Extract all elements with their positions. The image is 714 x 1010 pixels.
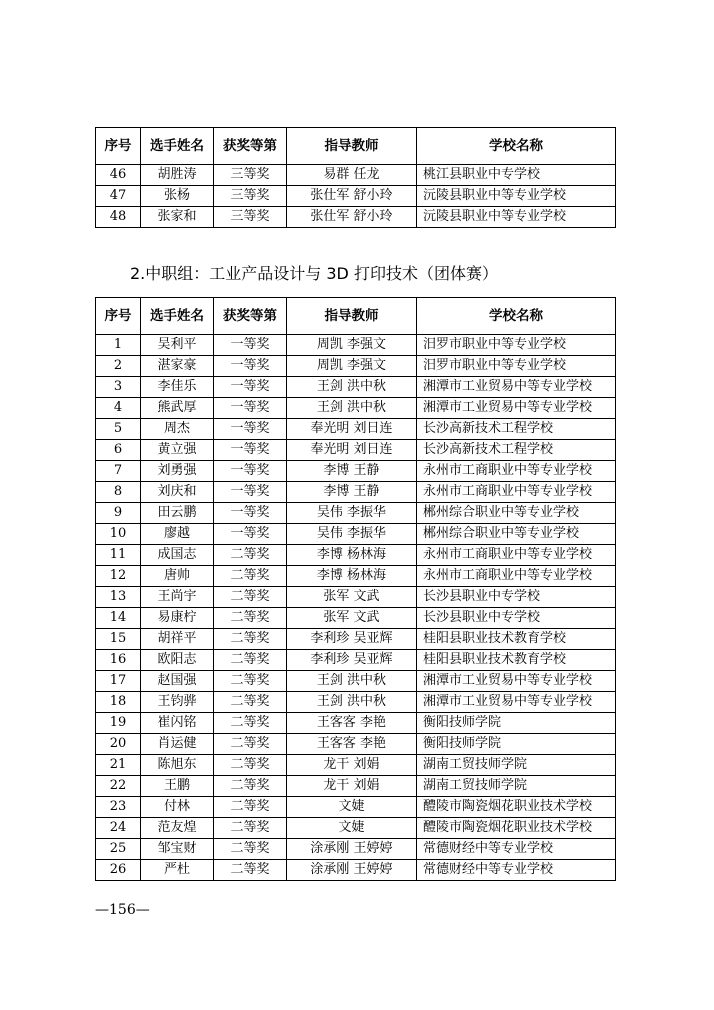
cell-name: 邹宝财 <box>141 839 214 860</box>
cell-name: 田云鹏 <box>141 503 214 524</box>
cell-award: 二等奖 <box>214 734 287 755</box>
cell-name: 严杜 <box>141 860 214 881</box>
cell-school: 郴州综合职业中等专业学校 <box>417 524 616 545</box>
cell-award: 二等奖 <box>214 692 287 713</box>
cell-school: 湘潭市工业贸易中等专业学校 <box>417 377 616 398</box>
table-row <box>96 755 616 776</box>
cell-index: 6 <box>96 440 141 461</box>
cell-school: 衡阳技师学院 <box>417 713 616 734</box>
cell-name: 刘勇强 <box>141 461 214 482</box>
cell-index: 19 <box>96 713 141 734</box>
cell-name: 湛家豪 <box>141 356 214 377</box>
cell-school: 常德财经中等专业学校 <box>417 839 616 860</box>
cell-index: 46 <box>96 165 141 186</box>
cell-school: 桂阳县职业技术教育学校 <box>417 629 616 650</box>
cell-award: 一等奖 <box>214 377 287 398</box>
cell-school: 永州市工商职业中等专业学校 <box>417 545 616 566</box>
table-header-row <box>96 298 616 335</box>
cell-school: 长沙高新技术工程学校 <box>417 419 616 440</box>
cell-school: 湖南工贸技师学院 <box>417 755 616 776</box>
cell-index: 13 <box>96 587 141 608</box>
cell-school: 桂阳县职业技术教育学校 <box>417 650 616 671</box>
cell-teacher: 王剑 洪中秋 <box>287 377 417 398</box>
cell-award: 二等奖 <box>214 650 287 671</box>
cell-award: 二等奖 <box>214 587 287 608</box>
table-row <box>96 671 616 692</box>
cell-name: 周杰 <box>141 419 214 440</box>
cell-teacher: 王剑 洪中秋 <box>287 692 417 713</box>
table-row <box>96 207 616 228</box>
awards-table-continued <box>95 127 616 228</box>
cell-award: 二等奖 <box>214 545 287 566</box>
cell-index: 24 <box>96 818 141 839</box>
table-row <box>96 797 616 818</box>
cell-name: 崔闪铭 <box>141 713 214 734</box>
cell-index: 20 <box>96 734 141 755</box>
cell-award: 三等奖 <box>214 186 287 207</box>
table-row <box>96 566 616 587</box>
cell-school: 醴陵市陶瓷烟花职业技术学校 <box>417 797 616 818</box>
cell-index: 14 <box>96 608 141 629</box>
cell-name: 王鹏 <box>141 776 214 797</box>
cell-teacher: 王客客 李艳 <box>287 713 417 734</box>
cell-name: 张杨 <box>141 186 214 207</box>
cell-school: 永州市工商职业中等专业学校 <box>417 482 616 503</box>
cell-name: 熊武厚 <box>141 398 214 419</box>
cell-index: 1 <box>96 335 141 356</box>
table-row <box>96 839 616 860</box>
cell-award: 二等奖 <box>214 818 287 839</box>
page-number: —156— <box>95 902 150 918</box>
table-row <box>96 629 616 650</box>
cell-award: 一等奖 <box>214 461 287 482</box>
cell-teacher: 周凯 李强文 <box>287 356 417 377</box>
cell-award: 二等奖 <box>214 776 287 797</box>
table1-body <box>96 165 616 228</box>
cell-index: 11 <box>96 545 141 566</box>
cell-teacher: 李博 王静 <box>287 461 417 482</box>
table-row <box>96 335 616 356</box>
cell-teacher: 李利珍 吴亚辉 <box>287 650 417 671</box>
cell-award: 一等奖 <box>214 482 287 503</box>
cell-school: 长沙高新技术工程学校 <box>417 440 616 461</box>
cell-school: 常德财经中等专业学校 <box>417 860 616 881</box>
cell-name: 王尚宇 <box>141 587 214 608</box>
cell-teacher: 张军 文武 <box>287 587 417 608</box>
cell-award: 二等奖 <box>214 797 287 818</box>
table-row <box>96 356 616 377</box>
cell-school: 长沙县职业中专学校 <box>417 608 616 629</box>
table-row <box>96 734 616 755</box>
cell-name: 赵国强 <box>141 671 214 692</box>
cell-award: 一等奖 <box>214 503 287 524</box>
cell-name: 李佳乐 <box>141 377 214 398</box>
cell-award: 三等奖 <box>214 207 287 228</box>
cell-index: 48 <box>96 207 141 228</box>
header-school: 学校名称 <box>417 128 616 165</box>
cell-name: 廖越 <box>141 524 214 545</box>
cell-index: 25 <box>96 839 141 860</box>
cell-name: 欧阳志 <box>141 650 214 671</box>
header-award: 获奖等第 <box>214 128 287 165</box>
table-row <box>96 524 616 545</box>
table-row <box>96 692 616 713</box>
cell-teacher: 王客客 李艳 <box>287 734 417 755</box>
cell-school: 沅陵县职业中等专业学校 <box>417 186 616 207</box>
cell-index: 23 <box>96 797 141 818</box>
cell-name: 付林 <box>141 797 214 818</box>
cell-name: 胡胜涛 <box>141 165 214 186</box>
cell-name: 陈旭东 <box>141 755 214 776</box>
awards-table-team <box>95 297 616 881</box>
cell-index: 47 <box>96 186 141 207</box>
section-heading: 2.中职组：工业产品设计与 3D 打印技术（团体赛） <box>130 264 498 283</box>
cell-teacher: 吴伟 李振华 <box>287 503 417 524</box>
header-name: 选手姓名 <box>141 298 214 335</box>
cell-teacher: 奉光明 刘日连 <box>287 440 417 461</box>
cell-school: 醴陵市陶瓷烟花职业技术学校 <box>417 818 616 839</box>
header-teacher: 指导教师 <box>287 298 417 335</box>
table-row <box>96 776 616 797</box>
header-index: 序号 <box>96 298 141 335</box>
table-row <box>96 503 616 524</box>
cell-award: 二等奖 <box>214 713 287 734</box>
cell-name: 肖运健 <box>141 734 214 755</box>
cell-index: 9 <box>96 503 141 524</box>
header-index: 序号 <box>96 128 141 165</box>
table-row <box>96 650 616 671</box>
table-row <box>96 545 616 566</box>
cell-school: 衡阳技师学院 <box>417 734 616 755</box>
cell-index: 3 <box>96 377 141 398</box>
cell-teacher: 龙干 刘娟 <box>287 776 417 797</box>
cell-index: 12 <box>96 566 141 587</box>
cell-teacher: 文婕 <box>287 818 417 839</box>
header-award: 获奖等第 <box>214 298 287 335</box>
cell-award: 一等奖 <box>214 419 287 440</box>
header-teacher: 指导教师 <box>287 128 417 165</box>
table-row <box>96 419 616 440</box>
header-school: 学校名称 <box>417 298 616 335</box>
cell-award: 二等奖 <box>214 755 287 776</box>
cell-school: 湘潭市工业贸易中等专业学校 <box>417 671 616 692</box>
cell-award: 一等奖 <box>214 524 287 545</box>
cell-teacher: 周凯 李强文 <box>287 335 417 356</box>
cell-award: 一等奖 <box>214 440 287 461</box>
cell-teacher: 张仕军 舒小玲 <box>287 186 417 207</box>
cell-school: 沅陵县职业中等专业学校 <box>417 207 616 228</box>
cell-school: 汨罗市职业中等专业学校 <box>417 356 616 377</box>
cell-school: 湘潭市工业贸易中等专业学校 <box>417 398 616 419</box>
cell-index: 10 <box>96 524 141 545</box>
table-row <box>96 860 616 881</box>
cell-name: 范友煌 <box>141 818 214 839</box>
cell-school: 桃江县职业中专学校 <box>417 165 616 186</box>
cell-teacher: 王剑 洪中秋 <box>287 671 417 692</box>
cell-name: 刘庆和 <box>141 482 214 503</box>
table-row <box>96 440 616 461</box>
cell-name: 易康柠 <box>141 608 214 629</box>
header-name: 选手姓名 <box>141 128 214 165</box>
table-row <box>96 482 616 503</box>
cell-school: 长沙县职业中专学校 <box>417 587 616 608</box>
cell-name: 王钧骅 <box>141 692 214 713</box>
cell-award: 二等奖 <box>214 671 287 692</box>
table-row <box>96 461 616 482</box>
cell-teacher: 文婕 <box>287 797 417 818</box>
table-row <box>96 186 616 207</box>
table-row <box>96 818 616 839</box>
table-row <box>96 398 616 419</box>
cell-teacher: 张仕军 舒小玲 <box>287 207 417 228</box>
cell-index: 15 <box>96 629 141 650</box>
cell-award: 二等奖 <box>214 608 287 629</box>
cell-index: 5 <box>96 419 141 440</box>
cell-name: 胡祥平 <box>141 629 214 650</box>
cell-school: 郴州综合职业中等专业学校 <box>417 503 616 524</box>
cell-index: 2 <box>96 356 141 377</box>
table-row <box>96 377 616 398</box>
cell-teacher: 李博 杨林海 <box>287 545 417 566</box>
cell-index: 8 <box>96 482 141 503</box>
cell-teacher: 易群 任龙 <box>287 165 417 186</box>
cell-teacher: 龙干 刘娟 <box>287 755 417 776</box>
cell-index: 18 <box>96 692 141 713</box>
cell-name: 黄立强 <box>141 440 214 461</box>
cell-teacher: 李利珍 吴亚辉 <box>287 629 417 650</box>
cell-school: 湘潭市工业贸易中等专业学校 <box>417 692 616 713</box>
cell-name: 唐帅 <box>141 566 214 587</box>
cell-teacher: 涂承刚 王婷婷 <box>287 860 417 881</box>
cell-index: 7 <box>96 461 141 482</box>
cell-award: 二等奖 <box>214 839 287 860</box>
cell-award: 三等奖 <box>214 165 287 186</box>
cell-index: 4 <box>96 398 141 419</box>
cell-award: 二等奖 <box>214 860 287 881</box>
cell-index: 17 <box>96 671 141 692</box>
cell-name: 吴利平 <box>141 335 214 356</box>
cell-school: 永州市工商职业中等专业学校 <box>417 461 616 482</box>
cell-teacher: 吴伟 李振华 <box>287 524 417 545</box>
table-row <box>96 165 616 186</box>
cell-award: 一等奖 <box>214 398 287 419</box>
cell-school: 湖南工贸技师学院 <box>417 776 616 797</box>
cell-school: 永州市工商职业中等专业学校 <box>417 566 616 587</box>
table-row <box>96 587 616 608</box>
table-row <box>96 608 616 629</box>
cell-teacher: 奉光明 刘日连 <box>287 419 417 440</box>
table2-body <box>96 335 616 881</box>
cell-name: 成国志 <box>141 545 214 566</box>
cell-school: 汨罗市职业中等专业学校 <box>417 335 616 356</box>
cell-teacher: 王剑 洪中秋 <box>287 398 417 419</box>
cell-teacher: 李博 杨林海 <box>287 566 417 587</box>
cell-teacher: 李博 王静 <box>287 482 417 503</box>
cell-award: 一等奖 <box>214 356 287 377</box>
cell-index: 16 <box>96 650 141 671</box>
table-header-row <box>96 128 616 165</box>
cell-index: 26 <box>96 860 141 881</box>
cell-award: 二等奖 <box>214 566 287 587</box>
cell-teacher: 张军 文武 <box>287 608 417 629</box>
cell-award: 一等奖 <box>214 335 287 356</box>
cell-teacher: 涂承刚 王婷婷 <box>287 839 417 860</box>
cell-name: 张家和 <box>141 207 214 228</box>
table-row <box>96 713 616 734</box>
cell-index: 22 <box>96 776 141 797</box>
cell-index: 21 <box>96 755 141 776</box>
cell-award: 二等奖 <box>214 629 287 650</box>
